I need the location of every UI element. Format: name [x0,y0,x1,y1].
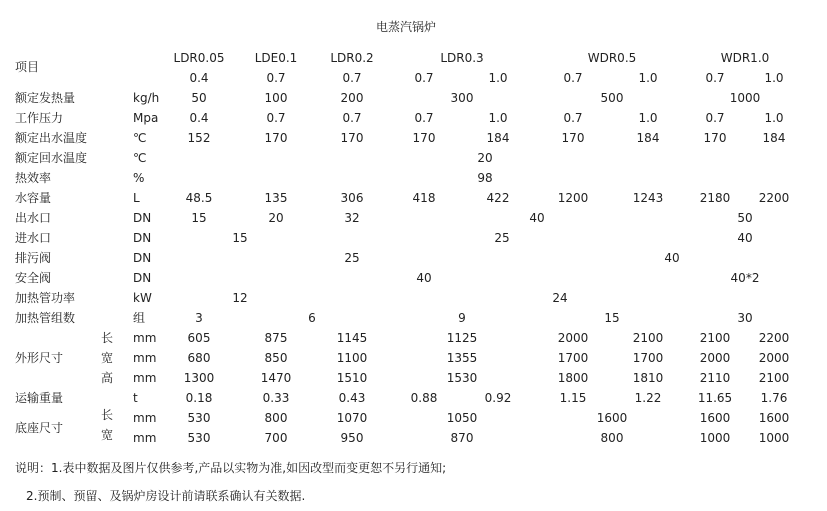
cell-value: 1600 [699,411,731,425]
row-unit: mm [133,331,157,345]
cell-value: 11.65 [697,391,733,405]
row-label: 水容量 [15,191,52,205]
cell-value: 15 [232,231,248,245]
cell-value: 170 [561,131,585,145]
cell-value: 1000 [758,431,790,445]
cell-value: 200 [340,91,364,105]
cell-value: 25 [344,251,360,265]
row-unit: ℃ [133,131,147,145]
pressure-header: 0.4 [189,71,209,85]
row-unit: DN [133,231,152,245]
row-unit: t [133,391,138,405]
cell-value: 25 [494,231,510,245]
cell-value: 0.92 [484,391,512,405]
cell-value: 950 [340,431,364,445]
sub-label: 宽 [101,428,114,442]
row-unit: % [133,171,145,185]
row-label: 额定出水温度 [15,131,88,145]
row-label: 加热管组数 [15,311,76,325]
model-header: LDE0.1 [254,51,298,65]
row-label: 额定发热量 [15,91,76,105]
row-unit: kW [133,291,152,305]
cell-value: 2180 [699,191,731,205]
cell-value: 0.7 [563,111,583,125]
cell-value: 0.7 [342,111,362,125]
pressure-header: 0.7 [342,71,362,85]
cell-value: 800 [264,411,288,425]
cell-value: 170 [703,131,727,145]
sub-label: 长 [101,331,114,345]
pressure-header: 0.7 [414,71,434,85]
note-1: 说明：1.表中数据及图片仅供参考,产品以实物为准,如因改型而变更恕不另行通知; [15,461,447,475]
cell-value: 1243 [632,191,664,205]
cell-value: 306 [340,191,364,205]
cell-value: 184 [486,131,510,145]
model-header: LDR0.3 [440,51,484,65]
cell-value: 530 [187,411,211,425]
cell-value: 50 [737,211,753,225]
note-2: 2.预制、预留、及锅炉房设计前请联系确认有关数据. [26,489,306,503]
cell-value: 1.76 [760,391,788,405]
cell-value: 20 [268,211,284,225]
row-unit: mm [133,351,157,365]
cell-value: 1070 [336,411,368,425]
cell-value: 800 [600,431,624,445]
pressure-header: 1.0 [488,71,508,85]
cell-value: 1700 [557,351,589,365]
item-label: 项目 [15,60,40,74]
cell-value: 152 [187,131,211,145]
cell-value: 605 [187,331,211,345]
cell-value: 0.43 [338,391,366,405]
cell-value: 1125 [446,331,478,345]
pressure-header: 0.7 [266,71,286,85]
cell-value: 170 [264,131,288,145]
row-unit: ℃ [133,151,147,165]
cell-value: 0.18 [185,391,213,405]
row-label: 出水口 [15,211,52,225]
group-label: 外形尺寸 [15,351,64,365]
row-unit: DN [133,211,152,225]
row-unit: Mpa [133,111,159,125]
cell-value: 0.33 [262,391,290,405]
cell-value: 2000 [557,331,589,345]
cell-value: 1000 [699,431,731,445]
row-label: 排污阀 [15,251,52,265]
row-label: 运输重量 [15,391,64,405]
cell-value: 1700 [632,351,664,365]
row-unit: mm [133,431,157,445]
cell-value: 2100 [758,371,790,385]
cell-value: 12 [232,291,248,305]
cell-value: 0.88 [410,391,438,405]
cell-value: 1050 [446,411,478,425]
cell-value: 1.22 [634,391,662,405]
cell-value: 680 [187,351,211,365]
pressure-header: 0.7 [563,71,583,85]
cell-value: 870 [450,431,474,445]
cell-value: 1.0 [638,111,658,125]
row-unit: DN [133,271,152,285]
cell-value: 2000 [699,351,731,365]
cell-value: 98 [477,171,493,185]
cell-value: 1.0 [764,111,784,125]
cell-value: 1800 [557,371,589,385]
cell-value: 1200 [557,191,589,205]
cell-value: 40 [416,271,432,285]
cell-value: 30 [737,311,753,325]
cell-value: 0.7 [705,111,725,125]
sub-label: 长 [101,408,114,422]
cell-value: 1530 [446,371,478,385]
cell-value: 170 [412,131,436,145]
cell-value: 1000 [729,91,761,105]
cell-value: 20 [477,151,493,165]
cell-value: 32 [344,211,360,225]
sub-label: 宽 [101,351,114,365]
cell-value: 184 [636,131,660,145]
cell-value: 184 [762,131,786,145]
model-header: LDR0.05 [173,51,225,65]
model-header: WDR1.0 [720,51,770,65]
model-header: LDR0.2 [330,51,374,65]
cell-value: 500 [600,91,624,105]
row-unit: mm [133,411,157,425]
page-title: 电蒸汽锅炉 [375,20,437,34]
pressure-header: 1.0 [638,71,658,85]
cell-value: 530 [187,431,211,445]
cell-value: 15 [604,311,620,325]
cell-value: 1.15 [559,391,587,405]
cell-value: 100 [264,91,288,105]
cell-value: 418 [412,191,436,205]
cell-value: 24 [552,291,568,305]
row-label: 工作压力 [15,111,64,125]
row-unit: 组 [133,311,146,325]
cell-value: 2200 [758,191,790,205]
row-label: 额定回水温度 [15,151,88,165]
cell-value: 9 [458,311,466,325]
group-label: 底座尺寸 [15,421,64,435]
cell-value: 850 [264,351,288,365]
cell-value: 135 [264,191,288,205]
cell-value: 0.7 [266,111,286,125]
row-label: 进水口 [15,231,52,245]
cell-value: 2100 [699,331,731,345]
row-label: 热效率 [15,171,52,185]
cell-value: 300 [450,91,474,105]
cell-value: 1300 [183,371,215,385]
cell-value: 1600 [596,411,628,425]
cell-value: 2100 [632,331,664,345]
cell-value: 170 [340,131,364,145]
cell-value: 1100 [336,351,368,365]
cell-value: 1600 [758,411,790,425]
cell-value: 875 [264,331,288,345]
cell-value: 40*2 [730,271,760,285]
cell-value: 1145 [336,331,368,345]
cell-value: 1810 [632,371,664,385]
model-header: WDR0.5 [587,51,637,65]
cell-value: 6 [308,311,316,325]
cell-value: 40 [529,211,545,225]
pressure-header: 1.0 [764,71,784,85]
row-unit: DN [133,251,152,265]
row-unit: mm [133,371,157,385]
row-label: 加热管功率 [15,291,76,305]
row-label: 安全阀 [15,271,52,285]
cell-value: 2000 [758,351,790,365]
cell-value: 50 [191,91,207,105]
cell-value: 40 [737,231,753,245]
sub-label: 高 [101,371,114,385]
cell-value: 0.4 [189,111,209,125]
row-unit: kg/h [133,91,160,105]
cell-value: 700 [264,431,288,445]
cell-value: 422 [486,191,510,205]
pressure-header: 0.7 [705,71,725,85]
cell-value: 3 [195,311,203,325]
cell-value: 2200 [758,331,790,345]
row-unit: L [133,191,140,205]
cell-value: 1510 [336,371,368,385]
cell-value: 48.5 [185,191,213,205]
cell-value: 1355 [446,351,478,365]
cell-value: 1.0 [488,111,508,125]
cell-value: 15 [191,211,207,225]
cell-value: 2110 [699,371,731,385]
cell-value: 0.7 [414,111,434,125]
cell-value: 1470 [260,371,292,385]
cell-value: 40 [664,251,680,265]
